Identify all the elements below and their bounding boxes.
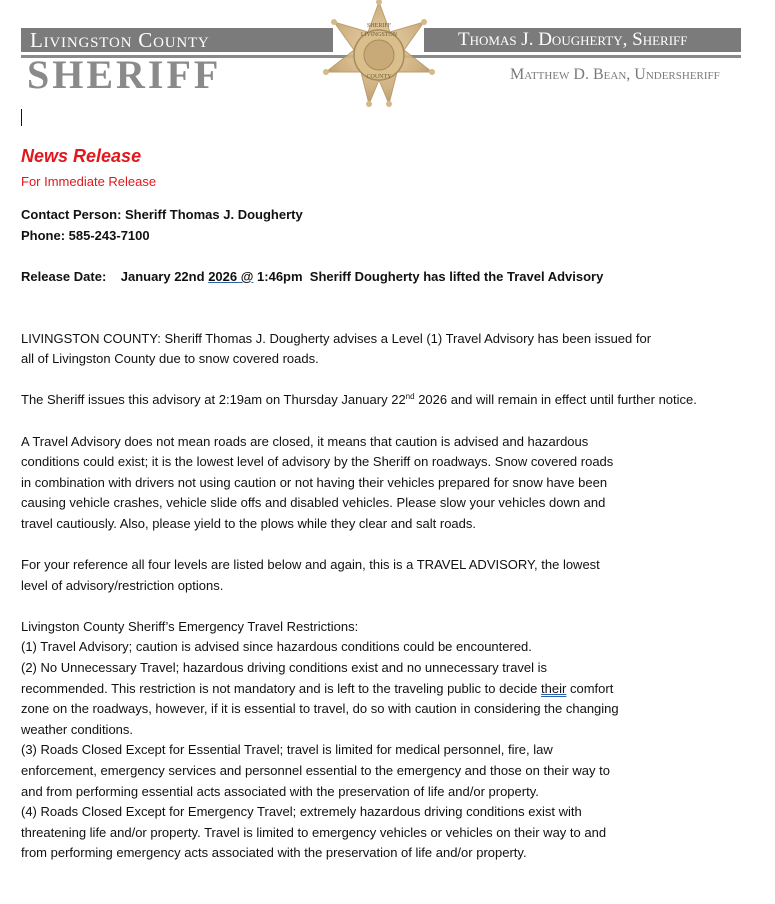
issued-superscript: nd <box>405 392 415 402</box>
release-headline: Sheriff Dougherty has lifted the Travel Advisory <box>309 268 604 284</box>
release-date-year: 2026 @ <box>208 268 254 284</box>
undersheriff-name: Matthew D. Bean, Undersheriff <box>510 66 720 83</box>
svg-text:LIVINGSTON: LIVINGSTON <box>360 32 398 38</box>
release-date-label: Release Date: <box>21 268 107 284</box>
level-3-item: (3) Roads Closed Except for Essential Travel; travel is limited for medical personnel, fire, law enforcement, emergency services and personnel essential to the emergency and those on their way to and from performing essential acts associated with the preservation of life and/or property. <box>21 742 610 799</box>
advisory-explanation-paragraph: A Travel Advisory does not mean roads are closed, it means that caution is advised and hazardous conditions could exist; it is the lowest level of advisory by the Sheriff on roadways. Snow covered roads in combination with drivers not using caution or not having their vehicles prepared for snow have been causing vehicle crashes, vehicle slide offs and disabled vehicles. Please slow your vehicles down and travel cautiously. Also, please yield to the plows while they clear and salt roads. <box>21 433 614 531</box>
contact-person: Contact Person: Sheriff Thomas J. Dougherty <box>21 207 303 222</box>
sheriff-star-badge-icon <box>320 0 438 110</box>
level-2-text-start: (2) No Unnecessary Travel; hazardous driving conditions exist and no unnecessary travel is recommended. This restriction is not mandatory and is left to the traveling public to decide <box>21 660 548 696</box>
immediate-release-label: For Immediate Release <box>21 174 157 189</box>
text-cursor <box>21 109 22 126</box>
issued-text-start: The Sheriff issues this advisory at 2:19am on Thursday January 22 <box>21 392 406 408</box>
county-name: Livingston County <box>30 28 210 52</box>
restrictions-heading: Livingston County Sheriff’s Emergency Travel Restrictions: <box>21 618 359 634</box>
letterhead <box>0 0 775 112</box>
intro-paragraph: LIVINGSTON COUNTY: Sheriff Thomas J. Dougherty advises a Level (1) Travel Advisory has been issued for all of Livingston County due to snow covered roads. <box>21 330 652 367</box>
release-date-line <box>21 267 761 288</box>
level-2-grammar-flag: their <box>541 680 567 696</box>
level-4-item: (4) Roads Closed Except for Emergency Travel; extremely hazardous driving conditions exist with threatening life and/or property. Travel is limited to emergency vehicles or vehicles on their way to and from performing emergency acts associated with the preservation of life and/or property. <box>21 804 607 861</box>
release-date-value: January 22nd <box>120 268 205 284</box>
release-time: 1:46pm <box>257 268 303 284</box>
news-release-title: News Release <box>21 146 142 166</box>
sheriff-name: Thomas J. Dougherty, Sheriff <box>458 29 688 50</box>
sheriff-wordmark: SHERIFF <box>27 52 222 97</box>
contact-phone: Phone: 585-243-7100 <box>21 227 150 243</box>
issued-text-end: 2026 and will remain in effect until further notice. <box>414 392 697 408</box>
issued-paragraph <box>21 390 761 411</box>
document-body <box>21 143 761 864</box>
level-1-item: (1) Travel Advisory; caution is advised since hazardous conditions could be encountered. <box>21 639 532 655</box>
svg-text:COUNTY: COUNTY <box>366 74 392 80</box>
level-2-text-end: comfort zone on the roadways, however, if it is essential to travel, do so with caution in considering the changing weather conditions. <box>21 680 619 737</box>
svg-text:SHERIFF: SHERIFF <box>366 23 392 29</box>
level-2-item <box>21 658 621 740</box>
reference-paragraph: For your reference all four levels are listed below and again, this is a TRAVEL ADVISORY, the lowest level of advisory/restriction options. <box>21 557 600 593</box>
